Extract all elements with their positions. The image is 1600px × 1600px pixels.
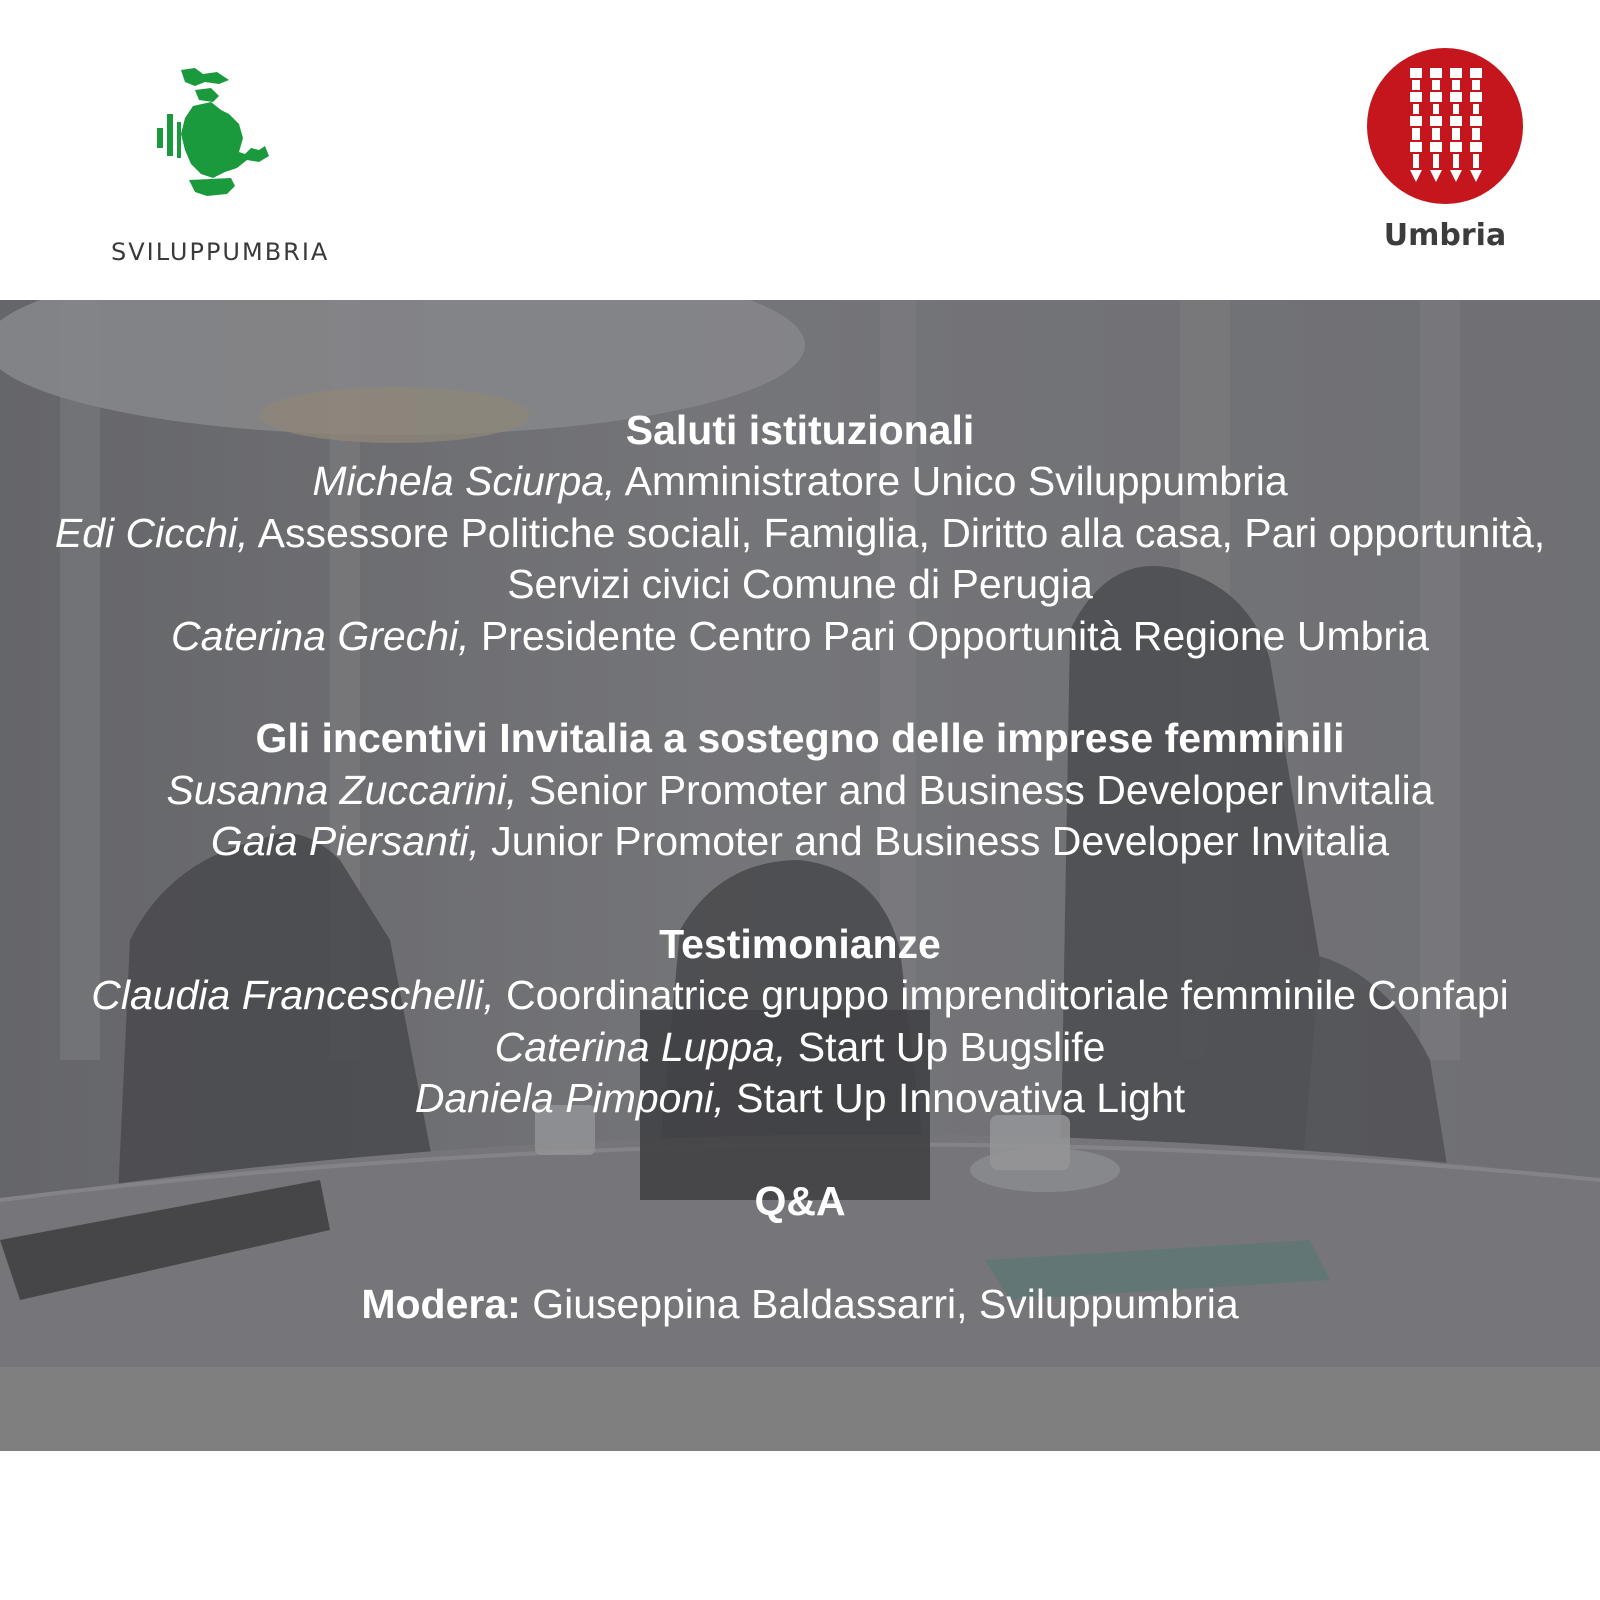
spacer <box>0 1125 1600 1176</box>
speaker-name: Edi Cicchi, <box>54 509 249 556</box>
speaker-role: Assessore Politiche sociali, Famiglia, Diritto alla casa, Pari opportunità, <box>248 509 1546 556</box>
speaker-role: Start Up Innovativa Light <box>724 1075 1186 1122</box>
section-title-testimonials: Testimonianze <box>659 921 941 968</box>
sviluppumbria-logo <box>105 60 345 270</box>
sviluppumbria-region-icon <box>155 68 280 203</box>
section-title-qa: Q&A <box>754 1178 846 1225</box>
speaker-name: Caterina Grechi, <box>171 612 470 659</box>
speaker-name: Claudia Franceschelli, <box>91 972 495 1019</box>
speaker-name: Michela Sciurpa, <box>312 458 616 505</box>
speaker-name: Susanna Zuccarini, <box>166 766 518 813</box>
speaker-role: Presidente Centro Pari Opportunità Regione Umbria <box>469 612 1429 659</box>
speaker-line <box>0 508 1600 559</box>
spacer <box>0 662 1600 713</box>
header <box>0 0 1600 300</box>
umbria-candles-icon <box>1367 48 1523 204</box>
section-title-institutional: Saluti istituzionali <box>625 407 975 453</box>
speaker-name: Gaia Piersanti, <box>210 818 480 865</box>
moderator-line <box>0 1279 1600 1330</box>
speaker-line <box>0 765 1600 816</box>
speaker-role: Junior Promoter and Business Developer Invitalia <box>479 818 1390 865</box>
spacer <box>0 1227 1600 1278</box>
speaker-role: Senior Promoter and Business Developer Invitalia <box>517 766 1434 813</box>
agenda <box>0 405 1600 1330</box>
umbria-wordmark: Umbria <box>1383 218 1507 253</box>
spacer <box>0 868 1600 919</box>
footer-band <box>0 1367 1600 1451</box>
speaker-line <box>0 611 1600 662</box>
speaker-role-continued: Servizi civici Comune di Perugia <box>507 561 1093 608</box>
speaker-name: Daniela Pimponi, <box>414 1075 725 1122</box>
speaker-role: Start Up Bugslife <box>786 1023 1106 1070</box>
moderator-name: Giuseppina Baldassarri, Sviluppumbria <box>520 1280 1239 1327</box>
section-title-incentives: Gli incentivi Invitalia a sostegno delle imprese femminili <box>255 715 1345 762</box>
speaker-line <box>0 816 1600 867</box>
moderator-label: Modera: <box>361 1280 521 1327</box>
speaker-role: Coordinatrice gruppo imprenditoriale femminile Confapi <box>494 972 1509 1019</box>
speaker-line <box>0 456 1600 507</box>
speaker-line <box>0 1073 1600 1124</box>
speaker-name: Caterina Luppa, <box>494 1023 787 1070</box>
sviluppumbria-wordmark: SVILUPPUMBRIA <box>111 238 330 266</box>
speaker-line <box>0 970 1600 1021</box>
umbria-logo <box>1360 48 1530 263</box>
speaker-line <box>0 1022 1600 1073</box>
speaker-role: Amministratore Unico Sviluppumbria <box>615 458 1288 505</box>
